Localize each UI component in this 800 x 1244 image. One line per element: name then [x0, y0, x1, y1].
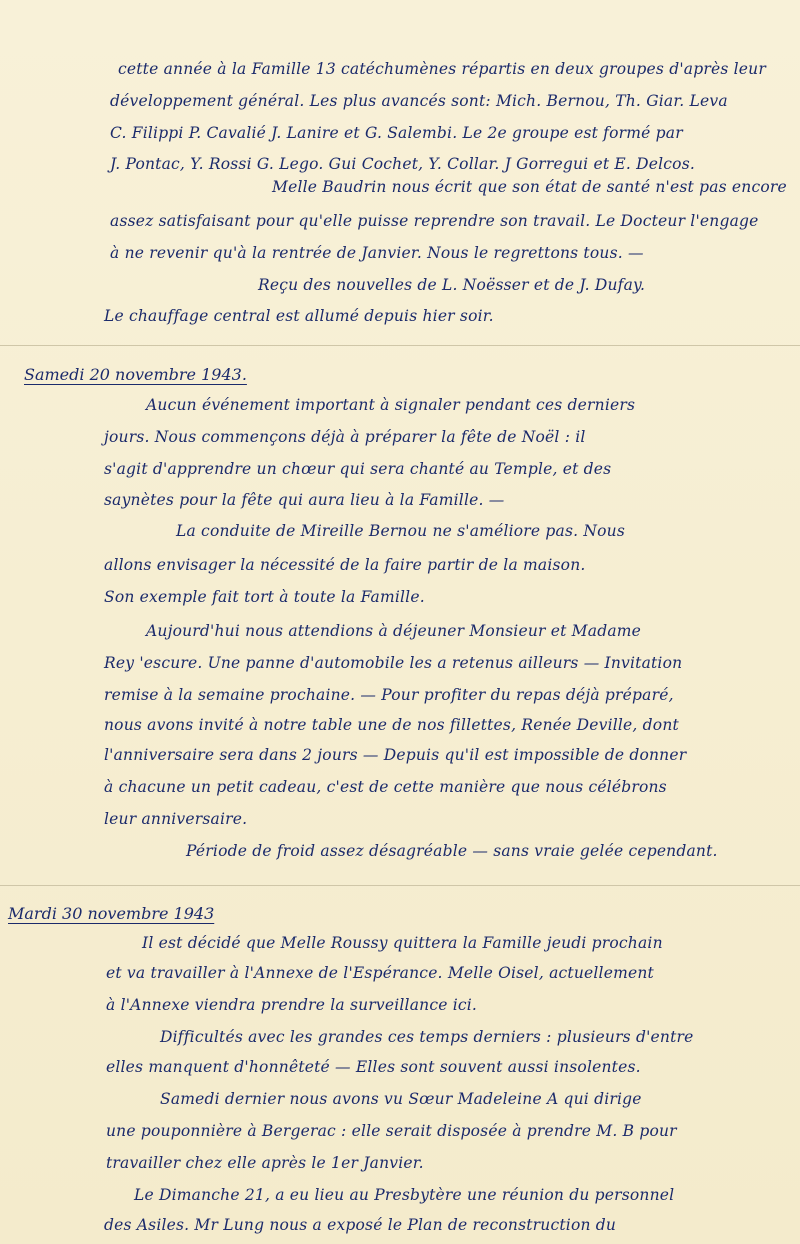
text-line: à ne revenir qu'à la rentrée de Janvier. Nous le regrettons tous. — — [110, 244, 644, 262]
text-line: Période de froid assez désagréable — sans vraie gelée cependant. — [186, 842, 718, 860]
text-line: Samedi dernier nous avons vu Sœur Madeleine A qui dirige — [160, 1090, 642, 1108]
text-line: J. Pontac, Y. Rossi G. Lego. Gui Cochet, Y. Collar. J Gorregui et E. Delcos. — [110, 155, 695, 173]
divider — [0, 885, 800, 886]
text-line: et va travailler à l'Annexe de l'Espérance. Melle Oisel, actuellement — [106, 964, 654, 982]
text-line: saynètes pour la fête qui aura lieu à la Famille. — — [104, 491, 505, 509]
text-line: Aucun événement important à signaler pendant ces derniers — [146, 396, 636, 414]
text-line: C. Filippi P. Cavalié J. Lanire et G. Salembi. Le 2e groupe est formé par — [110, 124, 683, 142]
text-line: Il est décidé que Melle Roussy quittera la Famille jeudi prochain — [142, 934, 663, 952]
text-line: développement général. Les plus avancés sont: Mich. Bernou, Th. Giar. Leva — [110, 92, 728, 110]
text-line: Aujourd'hui nous attendions à déjeuner Monsieur et Madame — [146, 622, 642, 640]
text-line: jours. Nous commençons déjà à préparer la fête de Noël : il — [104, 428, 586, 446]
text-line: remise à la semaine prochaine. — Pour profiter du repas déjà préparé, — [104, 686, 674, 704]
text-line: une pouponnière à Bergerac : elle serait disposée à prendre M. B pour — [106, 1122, 677, 1140]
text-line: travailler chez elle après le 1er Janvier. — [106, 1154, 424, 1172]
text-line: allons envisager la nécessité de la faire partir de la maison. — [104, 556, 586, 574]
text-line: Le Dimanche 21, a eu lieu au Presbytère une réunion du personnel — [134, 1186, 675, 1204]
text-line: cette année à la Famille 13 catéchumènes répartis en deux groupes d'après leur — [118, 60, 766, 78]
text-line: Rey 'escure. Une panne d'automobile les a retenus ailleurs — Invitation — [104, 654, 683, 672]
entry-date-heading: Mardi 30 novembre 1943 — [8, 904, 215, 923]
text-line: assez satisfaisant pour qu'elle puisse reprendre son travail. Le Docteur l'engage — [110, 212, 759, 230]
text-line: Difficultés avec les grandes ces temps derniers : plusieurs d'entre — [160, 1028, 694, 1046]
divider — [0, 345, 800, 346]
text-line: à chacune un petit cadeau, c'est de cette manière que nous célébrons — [104, 778, 667, 796]
text-line: Melle Baudrin nous écrit que son état de santé n'est pas encore — [272, 178, 787, 196]
text-line: l'anniversaire sera dans 2 jours — Depuis qu'il est impossible de donner — [104, 746, 687, 764]
text-line: nous avons invité à notre table une de nos fillettes, Renée Deville, dont — [104, 716, 679, 734]
text-line: Le chauffage central est allumé depuis hier soir. — [104, 307, 494, 325]
text-line: leur anniversaire. — [104, 810, 248, 828]
text-line: Reçu des nouvelles de L. Noësser et de J. Dufay. — [258, 276, 646, 294]
text-line: La conduite de Mireille Bernou ne s'améliore pas. Nous — [176, 522, 626, 540]
text-line: elles manquent d'honnêteté — Elles sont souvent aussi insolentes. — [106, 1058, 641, 1076]
text-line: à l'Annexe viendra prendre la surveillance ici. — [106, 996, 478, 1014]
text-line: des Asiles. Mr Lung nous a exposé le Plan de reconstruction du — [104, 1216, 617, 1234]
text-line: s'agit d'apprendre un chœur qui sera chanté au Temple, et des — [104, 460, 612, 478]
entry-date-heading: Samedi 20 novembre 1943. — [24, 365, 247, 384]
text-line: Son exemple fait tort à toute la Famille. — [104, 588, 425, 606]
